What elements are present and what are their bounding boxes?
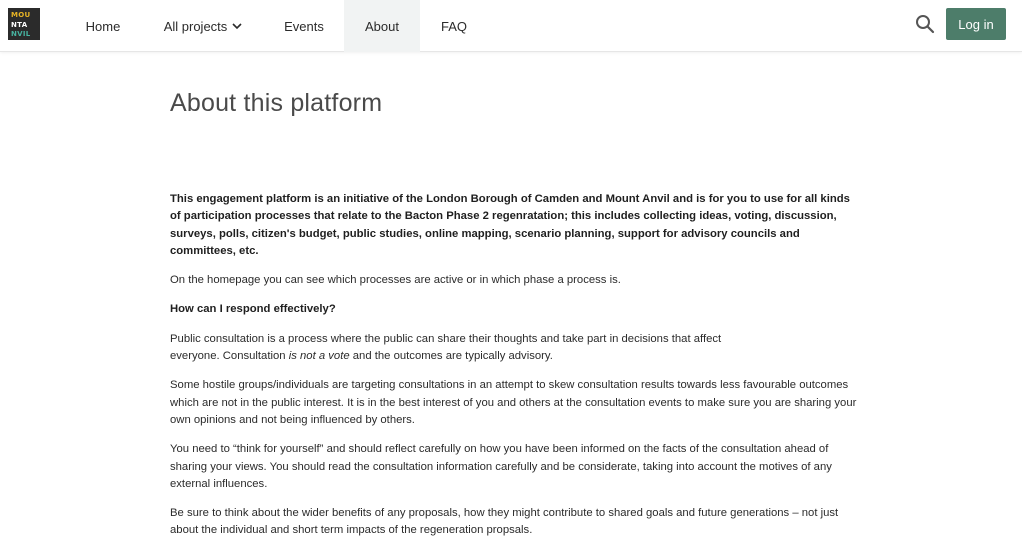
hostile-groups-paragraph: Some hostile groups/individuals are targeting consultations in an attempt to skew consultation results towards less favourable outcomes which are not in the public interest. It is in the best interest of you and others at the consultation events to make sure you are sharing your own opinions and not being influenced by others.	[170, 379, 857, 426]
nav-item-label: All projects	[163, 18, 228, 34]
page-title: About this platform	[170, 89, 383, 117]
nav-item-label: About	[365, 18, 399, 34]
homepage-note-paragraph: On the homepage you can see which processes are active or in which phase a process is.	[170, 274, 621, 287]
login-button[interactable]: Log in	[946, 8, 1006, 40]
nav-item-faq[interactable]	[420, 0, 488, 52]
nav-item-all-projects[interactable]	[142, 0, 264, 52]
search-button[interactable]	[914, 13, 936, 35]
logo-letters-row-3: NVIL	[11, 30, 31, 38]
mount-anvil-logo[interactable]	[8, 8, 40, 40]
intro-paragraph: This engagement platform is an initiative of the London Borough of Camden and Mount Anvil and is for you to use for all kinds of participation processes that relate to the Bacton Phase 2 regenratation; this includes collecting ideas, voting, discussion, surveys, polls, citizen's budget, public studies, online mapping, scenario planning, support for advisory councils and committees, etc.	[170, 193, 850, 257]
respond-heading: How can I respond effectively?	[170, 303, 336, 316]
nav-item-label: Events	[284, 18, 324, 34]
top-navigation-bar	[0, 0, 1022, 52]
logo-letters-row-2: NTA	[11, 20, 28, 29]
not-a-vote-emphasis: is not a vote	[288, 350, 350, 363]
nav-item-about[interactable]	[344, 0, 420, 52]
nav-item-label: FAQ	[440, 18, 467, 34]
nav-item-label: Home	[85, 18, 121, 34]
nav-item-home[interactable]	[64, 0, 142, 52]
logo-letters-row-1: MOU	[11, 11, 31, 19]
think-for-yourself-paragraph: You need to “think for yourself” and should reflect carefully on how you have been informed on the facts of the consultation ahead of sharing your views. You should read the consultation information carefully and be considerate, taking into account the motives of any external influences.	[170, 443, 832, 490]
consultation-paragraph: Public consultation is a process where the public can share their thoughts and take part in decisions that affect everyone. Consultation is not a vote and the outcomes are typically advisory.	[170, 332, 722, 363]
chevron-down-icon	[232, 23, 242, 30]
main-nav	[64, 0, 488, 52]
wider-benefits-paragraph: Be sure to think about the wider benefits of any proposals, how they might contribute to shared goals and future generations – not just about the individual and short term impacts of the regeneration propsals.	[170, 507, 839, 537]
nav-item-events[interactable]	[264, 0, 344, 52]
search-icon	[914, 13, 936, 35]
main-content	[170, 88, 860, 552]
